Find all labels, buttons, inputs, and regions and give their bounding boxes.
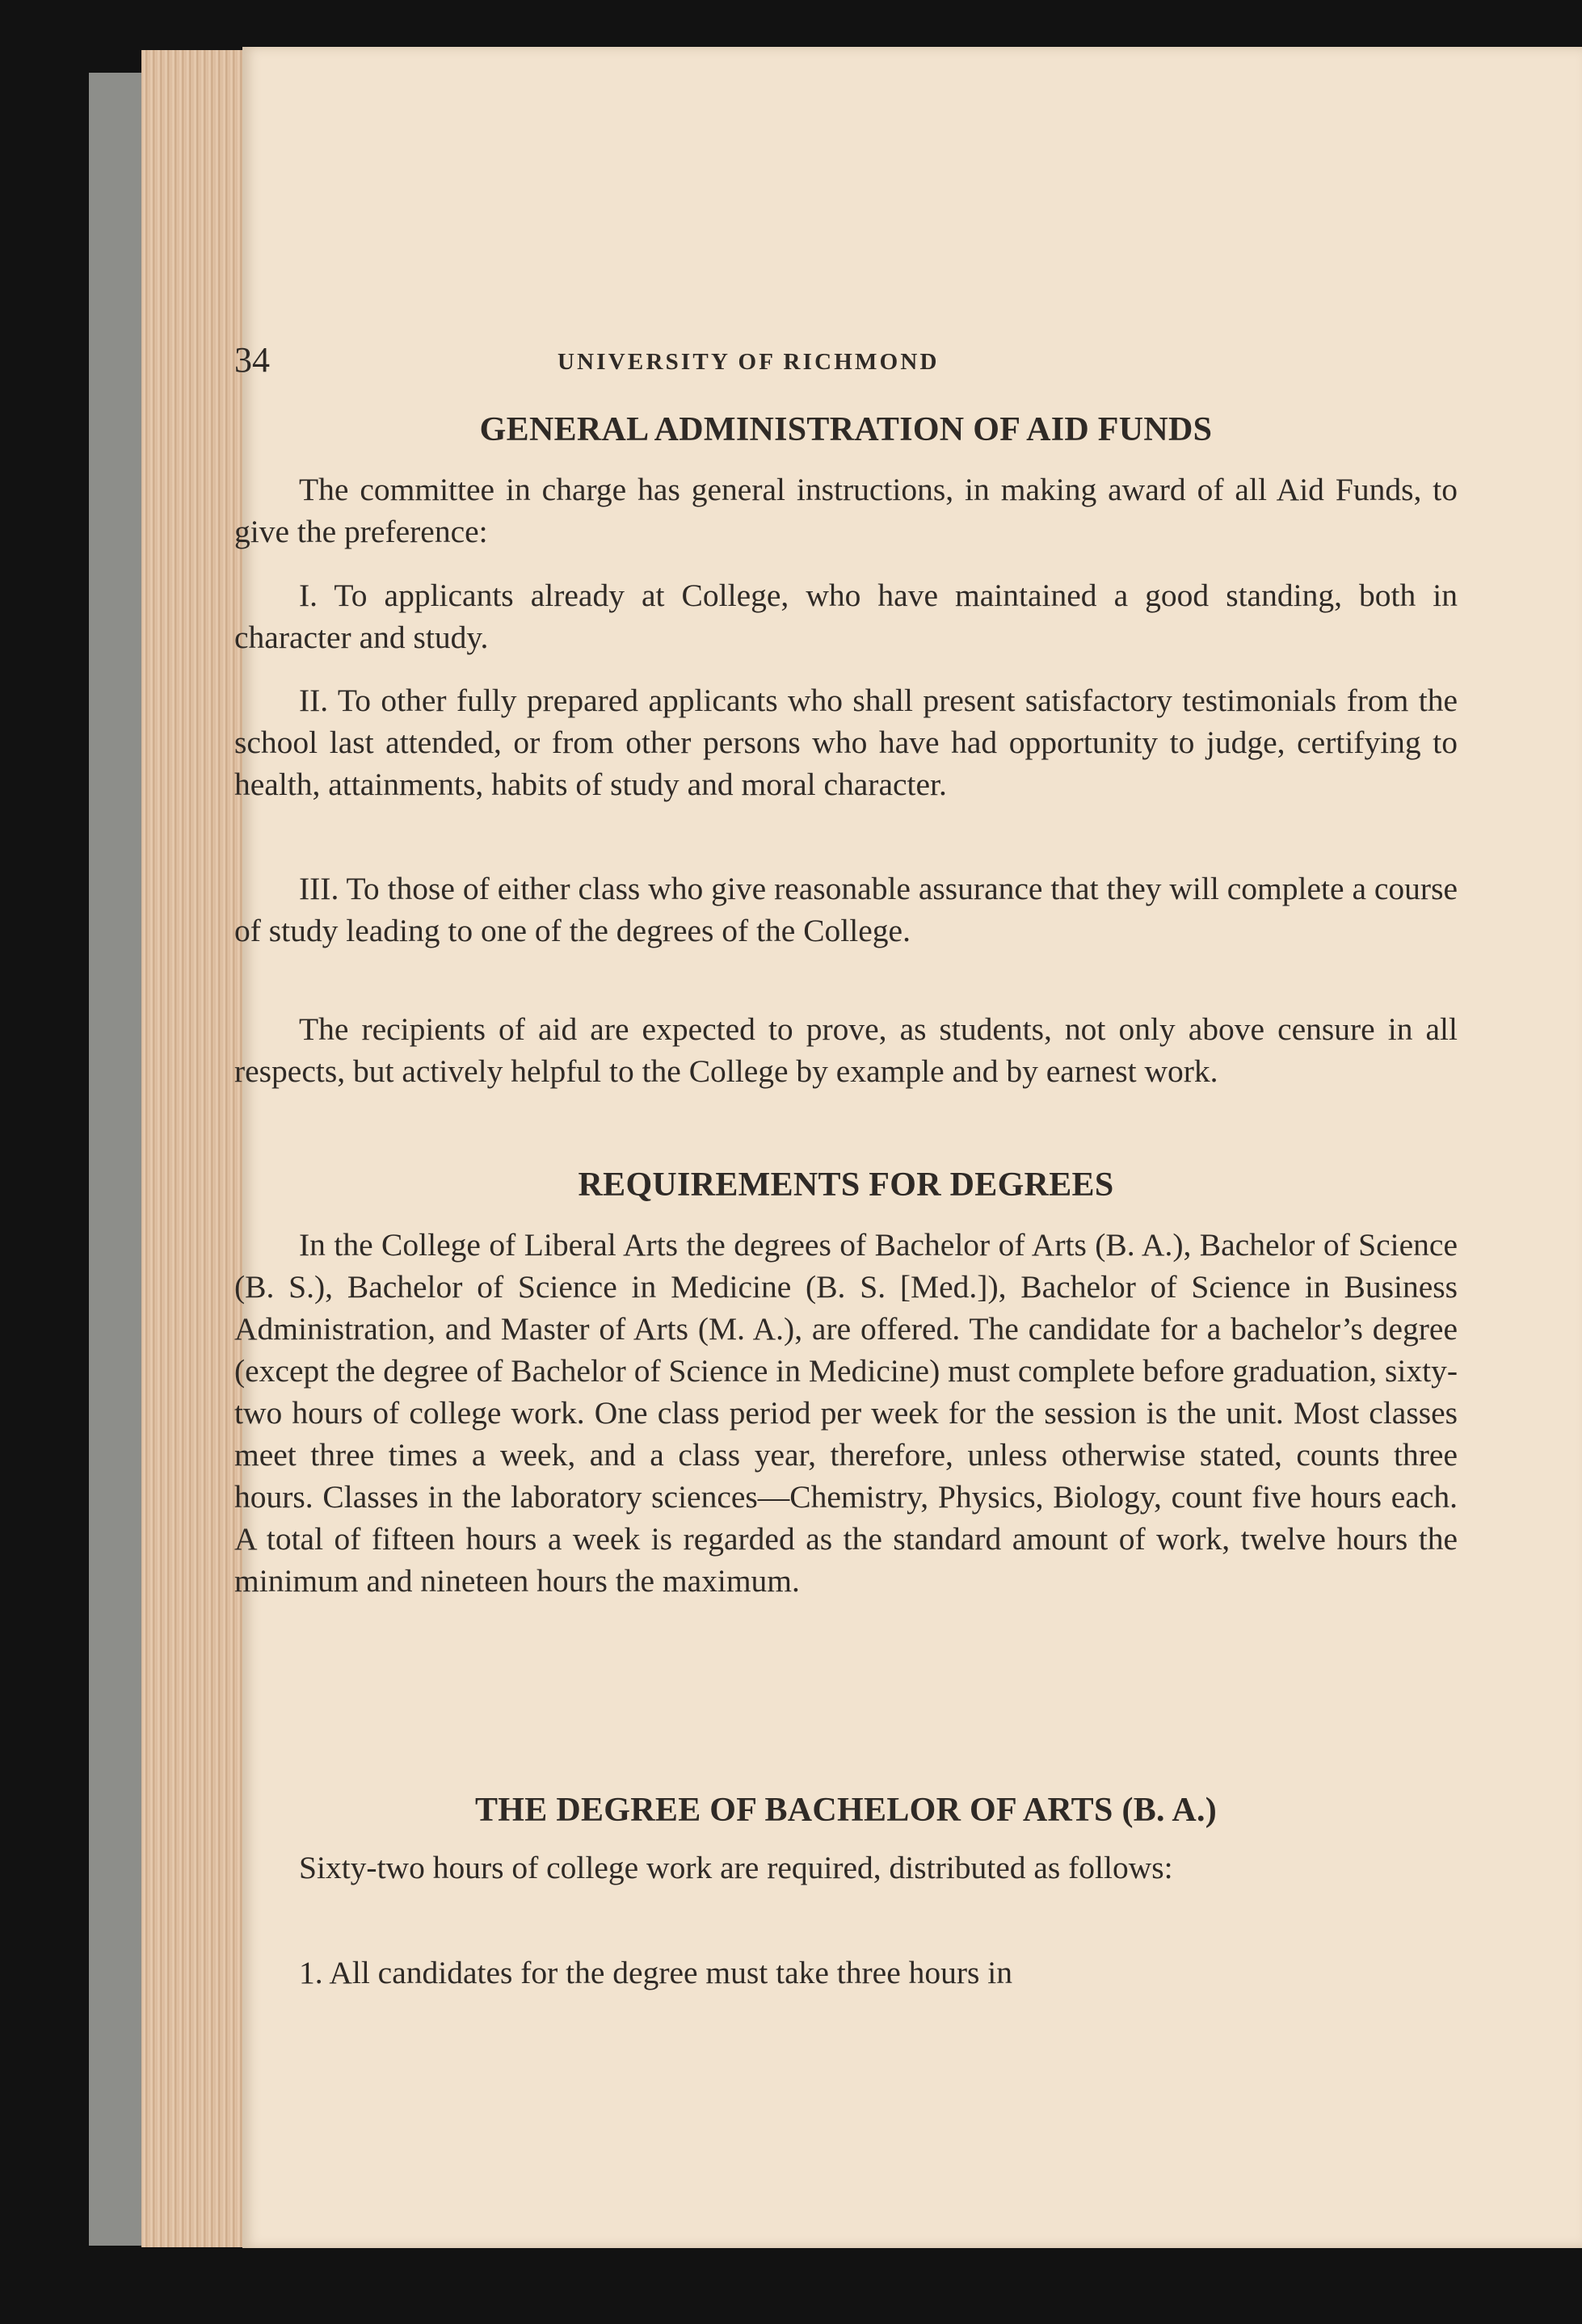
page-number: 34 [234,340,270,380]
paragraph-aid-item-1: I. To applicants already at College, who have maintained a good standing, both in character and study. [234,578,1458,655]
paragraph-ba-item-1: 1. All candidates for the degree must take three hours in [299,1955,1012,1990]
paragraph-aid-item-3: III. To those of either class who give reasonable assurance that they will complete a course of study leading to one of the degrees of the College. [234,871,1458,948]
paragraph-aid-closing: The recipients of aid are expected to prove, as students, not only above censure in all respects, but actively helpful to the College by example and by earnest work. [234,1011,1458,1089]
paragraph-aid-item-2: II. To other fully prepared applicants who shall present satisfactory testimonials from the school last attended, or from other persons who have had opportunity to judge, certifying to health, attainments, habits of study and moral character. [234,683,1458,802]
section-heading-aid-funds: GENERAL ADMINISTRATION OF AID FUNDS [479,411,1213,448]
running-title: UNIVERSITY OF RICHMOND [557,349,940,375]
paragraph-aid-intro: The committee in charge has general instructions, in making award of all Aid Funds, to give the preference: [234,472,1458,549]
section-heading-bachelor-of-arts: THE DEGREE OF BACHELOR OF ARTS (B. A.) [474,1792,1218,1829]
running-head [234,339,1462,388]
section-heading-degrees: REQUIREMENTS FOR DEGREES [578,1166,1114,1204]
paragraph-degrees-body: In the College of Liberal Arts the degrees of Bachelor of Arts (B. A.), Bachelor of Science (B. S.), Bachelor of Science in Medicine (B. S. [Med.]), Bachelor of Science in Business Administration, and Master of Arts (M. A.), are offered. The candidate for a bachelor’s degree (except the degree of Bachelor of Science in Medicine) must complete before graduation, sixty-two hours of college work. One class period per week for the session is the unit. Most classes meet three times a week, and a class year, therefore, unless otherwise stated, counts three hours. Classes in the laboratory sciences—Chemistry, Physics, Biology, count five hours each. A total of fifteen hours a week is regarded as the standard amount of work, twelve hours the minimum and nineteen hours the maximum. [234,1227,1458,1599]
paragraph-ba-intro: Sixty-two hours of college work are required, distributed as follows: [299,1850,1173,1885]
